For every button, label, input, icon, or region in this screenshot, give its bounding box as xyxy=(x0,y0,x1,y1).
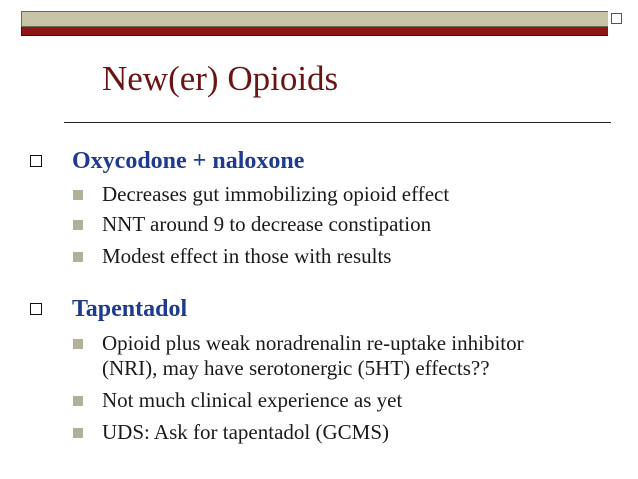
list-item-text: Not much clinical experience as yet xyxy=(102,388,403,412)
header-bar-olive xyxy=(21,11,608,27)
section-heading: Oxycodone + naloxone xyxy=(72,148,305,174)
hollow-square-bullet-icon xyxy=(30,155,42,167)
list-item-text: UDS: Ask for tapentadol (GCMS) xyxy=(102,420,389,444)
filled-square-bullet-icon xyxy=(73,396,83,406)
section-heading: Tapentadol xyxy=(72,296,188,322)
list-item-text-line-1: Opioid plus weak noradrenalin re-uptake inhibitor xyxy=(102,331,524,355)
title-divider xyxy=(64,122,611,123)
list-item-text: Decreases gut immobilizing opioid effect xyxy=(102,182,450,206)
filled-square-bullet-icon xyxy=(73,339,83,349)
filled-square-bullet-icon xyxy=(73,252,83,262)
filled-square-bullet-icon xyxy=(73,190,83,200)
list-item-text: NNT around 9 to decrease constipation xyxy=(102,212,432,236)
slide-title: New(er) Opioids xyxy=(102,59,339,98)
header-bar-red xyxy=(21,27,608,36)
filled-square-bullet-icon xyxy=(73,220,83,230)
list-item-text: Modest effect in those with results xyxy=(102,244,392,268)
list-item-text-line-2: (NRI), may have serotonergic (5HT) effects?? xyxy=(102,356,490,380)
corner-square-decoration xyxy=(611,13,622,24)
filled-square-bullet-icon xyxy=(73,428,83,438)
hollow-square-bullet-icon xyxy=(30,303,42,315)
